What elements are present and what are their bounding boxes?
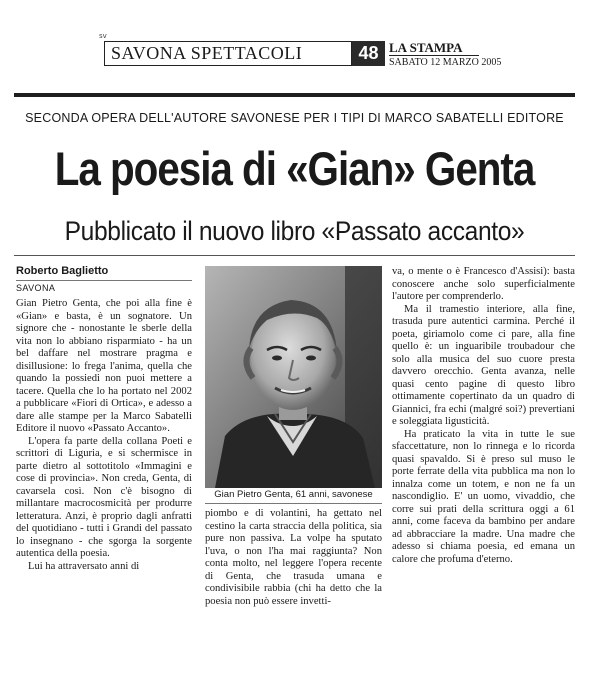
paragraph: Ma il tramestio interiore, alla fine, trasuda pure autentici carmina. Perché il poeta, giriamolo come ci pare, alla fine quello è: un inguaribile troubadour che solo alla musica del suo cuore presta davvero orecchio. Genta avanza, nelle quasi cento pagine di questo libro ottimamente copertinato da un quadro di Giannici, fra echi (malgré soi?) prevertiani e soleggiata ligusticità. — [392, 303, 575, 427]
article-headline: La poesia di «Gian» Genta — [54, 142, 535, 195]
newspaper-name: LA STAMPA — [389, 40, 479, 56]
top-divider — [14, 93, 575, 97]
paragraph: piombo e di volantini, ha gettato nel cestino la carta straccia della politica, sia pure non passiva. La volpe ha sputato l'uva, o non l'ha mai raggiunta? Non conta molto, nel leggere l'opera recente di Genta, che trasuda umana e condivisibile rabbia (chi ha detto che la poesia non può essere invetti- — [205, 508, 382, 607]
author-photo — [205, 266, 382, 488]
article-column-2 — [205, 508, 382, 608]
page-number: 48 — [352, 41, 385, 66]
section-title: SAVONA SPETTACOLI — [104, 41, 352, 66]
portrait-image — [205, 266, 382, 488]
article-column-3 — [392, 266, 575, 566]
paragraph: Lui ha attraversato anni di — [28, 560, 140, 572]
paragraph: Gian Pietro Genta, che poi alla fine è «Gian» e basta, è un sognatore. Un signore che - nonostante le sberle della vita non lo abbiano risparmiato - ha un bel daffare nel mostrare pragma e disillusione: lo frega l'anima, quella che quando la possiedi non puoi mettere a tacere. Quella che lo ha portato nel 2002 a pubblicare «Fiori di Ortica», e adesso a dare alle stampe per la Marco Sabatelli Editore il nuovo «Passato Accanto». — [16, 298, 192, 434]
article-column-1 — [16, 298, 192, 573]
paragraph: L'opera fa parte della collana Poeti e scrittori di Liguria, e si schermisce in parte dietro al sottotitolo «Immagini e cose di provincia». Non creda, Genta, di cavarsela così. Non c'è bisogno di millantare macrocosmicità per produrre letteratura. Anzi, è proprio dagli anfratti del quotidiano - tutti i Grandi del passato lo insegnano - che sgorga la sorgente autentica della poesia. — [16, 435, 192, 559]
byline-divider — [16, 280, 192, 281]
issue-date: SABATO 12 MARZO 2005 — [389, 57, 502, 68]
article-subheadline: Pubblicato il nuovo libro «Passato accanto» — [64, 216, 525, 246]
subhead-divider — [14, 255, 575, 256]
page-marker: sv — [99, 32, 107, 40]
article-kicker: SECONDA OPERA DELL'AUTORE SAVONESE PER I TIPI DI MARCO SABATELLI EDITORE — [25, 111, 564, 125]
caption-divider — [205, 503, 382, 504]
article-dateline: SAVONA — [16, 283, 56, 293]
paragraph: Ha praticato la vita in tutte le sue sfaccettature, non lo rinnega e lo ricorda quasi spavaldo. Si è preso sul muso le porte ferrate della vita pubblica ma non lo innalza come un totem, e non ne fa un nascondiglio. E' un uomo, vivaddio, che corre sui prati della scrittura oggi a 61 anni, come faceva da bambino per andare ad abbracciare la madre. Una madre che adesso si chiama poesia, ed emana un calore che profuma d'eterno. — [392, 428, 575, 565]
paragraph: va, o mente o è Francesco d'Assisi): basta conoscere anche solo superficialmente l'autore per comprenderlo. — [392, 266, 575, 302]
photo-caption: Gian Pietro Genta, 61 anni, savonese — [214, 489, 373, 500]
article-byline: Roberto Baglietto — [16, 265, 109, 277]
